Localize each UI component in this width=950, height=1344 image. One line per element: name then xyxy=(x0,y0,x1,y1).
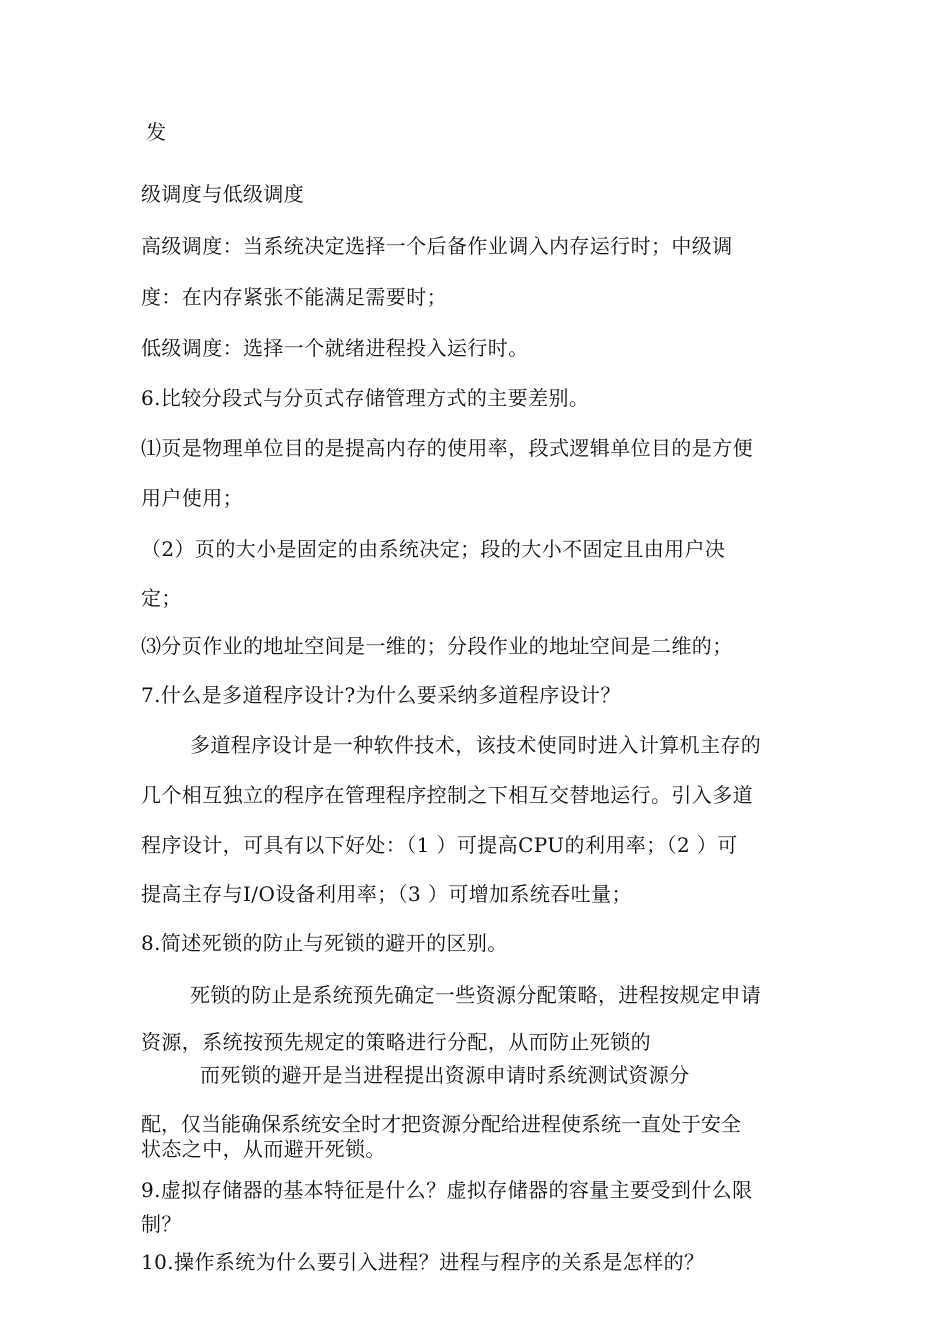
answer-8-line-1: 死锁的防止是系统预先确定一些资源分配策略，进程按规定申请 xyxy=(190,983,762,1007)
answer-6-point-2-cont: 定； xyxy=(141,586,182,610)
text-line-mid-level: 度：在内存紧张不能满足需要时； xyxy=(141,285,447,309)
text-line-fa: 发 xyxy=(146,120,167,144)
answer-7-line-2: 几个相互独立的程序在管理程序控制之下相互交替地运行。引入多道 xyxy=(141,783,753,807)
question-8: 8.简述死锁的防止与死锁的避开的区别。 xyxy=(141,931,508,955)
answer-7-line-1: 多道程序设计是一种软件技术，该技术使同时进入计算机主存的 xyxy=(190,733,762,757)
question-9-cont: 制？ xyxy=(141,1212,182,1236)
answer-6-point-2: （2）页的大小是固定的由系统决定；段的大小不固定且由用户决 xyxy=(141,537,726,561)
answer-6-point-1: ⑴页是物理单位目的是提高内存的使用率，段式逻辑单位目的是方便 xyxy=(141,436,753,460)
answer-6-point-1-cont: 用户使用； xyxy=(141,486,243,510)
text-line-low-level: 低级调度：选择一个就绪进程投入运行时。 xyxy=(141,336,529,360)
answer-7-line-4: 提高主存与I/O设备利用率；（3 ）可增加系统吞吐量； xyxy=(141,882,632,906)
answer-8-line-4: 配，仅当能确保系统安全时才把资源分配给进程使系统一直处于安全 xyxy=(141,1112,741,1136)
answer-6-point-3: ⑶分页作业的地址空间是一维的；分段作业的地址空间是二维的； xyxy=(141,634,733,658)
answer-8-line-5: 状态之中，从而避开死锁。 xyxy=(141,1137,386,1161)
question-7: 7.什么是多道程序设计?为什么要采纳多道程序设计？ xyxy=(141,683,621,707)
answer-8-line-2: 资源，系统按预先规定的策略进行分配，从而防止死锁的 xyxy=(141,1030,651,1054)
question-6: 6.比较分段式与分页式存储管理方式的主要差别。 xyxy=(141,386,590,410)
question-9: 9.虚拟存储器的基本特征是什么？虚拟存储器的容量主要受到什么限 xyxy=(141,1178,753,1202)
answer-7-line-3: 程序设计，可具有以下好处：（1 ）可提高CPU的利用率；（2 ）可 xyxy=(141,833,738,857)
answer-8-line-3: 而死锁的避开是当进程提出资源申请时系统测试资源分 xyxy=(200,1063,690,1087)
text-line-high-level: 高级调度：当系统决定选择一个后备作业调入内存运行时；中级调 xyxy=(141,234,733,258)
question-10: 10.操作系统为什么要引入进程？进程与程序的关系是怎样的？ xyxy=(141,1250,705,1274)
text-line-scheduling-heading: 级调度与低级调度 xyxy=(141,182,305,206)
